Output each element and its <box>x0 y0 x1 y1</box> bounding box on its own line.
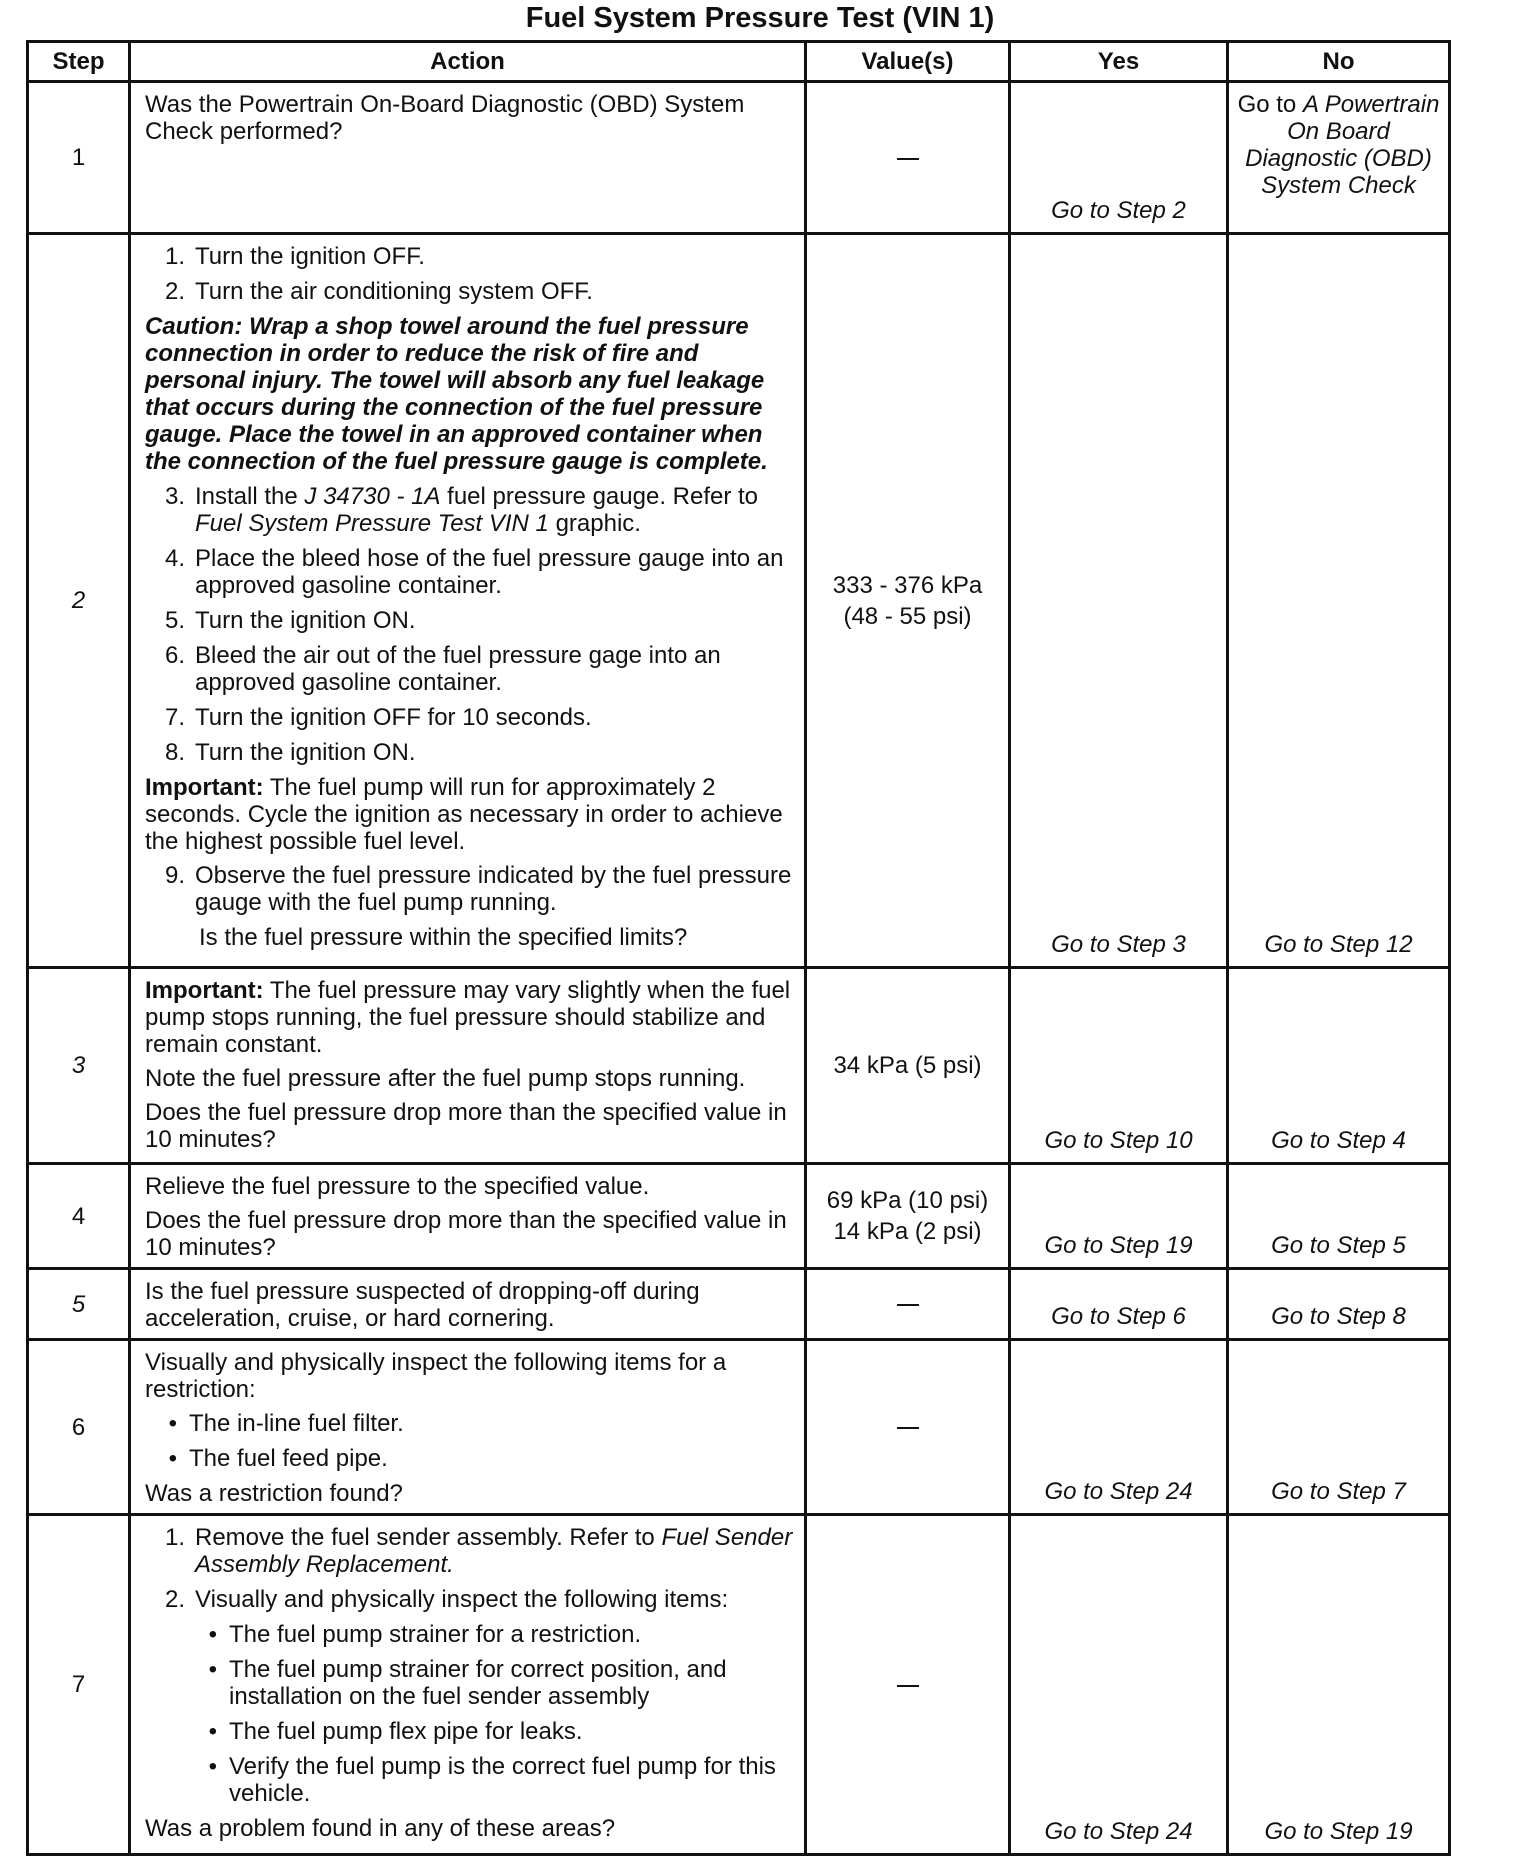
value-cell <box>806 234 1010 968</box>
reference-link: Fuel Sender Assembly Replacement. <box>195 1524 793 1578</box>
action-question: Is the fuel pressure within the specified limits? <box>199 924 688 951</box>
yes-cell <box>1010 234 1228 968</box>
numbered-step: 1. Remove the fuel sender assembly. Refer to Fuel Sender Assembly Replacement. <box>164 1524 793 1578</box>
yes-goto: Go to Step 24 <box>1044 1818 1193 1845</box>
value-cell <box>806 1164 1010 1269</box>
bullet-item: • Verify the fuel pump is the correct fuel pump for this vehicle. <box>208 1753 776 1807</box>
table-row <box>28 968 1450 1164</box>
table-row <box>28 1515 1450 1855</box>
value-line: (48 - 55 psi) <box>843 602 972 630</box>
yes-cell <box>1010 82 1228 234</box>
header-yes: Yes <box>1010 42 1228 82</box>
step-number: 7 <box>28 1515 130 1855</box>
dash-mark <box>897 158 919 160</box>
bullet-item: • The fuel pump strainer for a restriction. <box>208 1621 642 1648</box>
action-question: Was a restriction found? <box>145 1480 403 1507</box>
no-goto: Go to Step 8 <box>1271 1303 1406 1330</box>
header-step: Step <box>28 42 130 82</box>
action-intro: Visually and physically inspect the following items for a restriction: <box>145 1349 727 1403</box>
numbered-step: 8. Turn the ignition ON. <box>164 739 416 766</box>
table-header-row <box>28 42 1450 82</box>
action-question: Does the fuel pressure drop more than the specified value in 10 minutes? <box>145 1099 787 1153</box>
step-number: 3 <box>28 968 130 1164</box>
step-number: 2 <box>28 234 130 968</box>
yes-goto: Go to Step 2 <box>1051 197 1186 224</box>
bullet-item: • The in-line fuel filter. <box>168 1410 404 1437</box>
no-goto: Go to Step 12 <box>1264 931 1413 958</box>
value-cell <box>806 1515 1010 1855</box>
value-line: 333 - 376 kPa <box>832 571 983 599</box>
no-goto: Go to Step 4 <box>1271 1127 1406 1154</box>
no-goto: Go to Step 19 <box>1264 1818 1413 1845</box>
numbered-step: 5. Turn the ignition ON. <box>164 607 416 634</box>
reference-link: Fuel System Pressure Test VIN 1 <box>195 510 549 537</box>
no-cell <box>1228 1515 1450 1855</box>
step-number: 4 <box>28 1164 130 1269</box>
value-cell <box>806 1269 1010 1340</box>
action-cell <box>130 1164 806 1269</box>
action-question: Was a problem found in any of these areas? <box>145 1815 616 1842</box>
yes-cell <box>1010 1269 1228 1340</box>
no-cell <box>1228 234 1450 968</box>
yes-cell <box>1010 968 1228 1164</box>
important-note: Important: The fuel pressure may vary slightly when the fuel pump stops running, the fuel pressure should stabilize and remain constant. <box>145 977 791 1058</box>
numbered-step: 4. Place the bleed hose of the fuel pressure gauge into an approved gasoline container. <box>164 545 784 599</box>
value-cell <box>806 1340 1010 1515</box>
header-values: Value(s) <box>806 42 1010 82</box>
no-cell <box>1228 1340 1450 1515</box>
no-cell <box>1228 82 1450 234</box>
caution-text: Caution: Wrap a shop towel around the fuel pressure connection in order to reduce the risk of fire and personal injury. The towel will absorb any fuel leakage that occurs during the connection of the fuel pressure gauge. Place the towel in an approved container when the connection of the fuel pressure gauge is complete. <box>145 313 768 475</box>
table-row <box>28 1340 1450 1515</box>
bullet-item: • The fuel feed pipe. <box>168 1445 388 1472</box>
no-cell <box>1228 1164 1450 1269</box>
numbered-step: 3. Install the J 34730 - 1A fuel pressure gauge. Refer to Fuel System Pressure Test VIN 1 graphic. <box>164 483 759 537</box>
action-question: Is the fuel pressure suspected of dropping-off during acceleration, cruise, or hard cornering. <box>145 1278 700 1332</box>
numbered-step: 6. Bleed the air out of the fuel pressure gage into an approved gasoline container. <box>164 642 721 696</box>
table-row <box>28 1269 1450 1340</box>
action-cell <box>130 1340 806 1515</box>
step-number: 5 <box>28 1269 130 1340</box>
no-cell <box>1228 968 1450 1164</box>
dash-mark <box>897 1427 919 1429</box>
action-question: Was the Powertrain On-Board Diagnostic (OBD) System Check performed? <box>145 91 745 145</box>
no-goto: Go to Step 5 <box>1271 1232 1406 1259</box>
no-cell <box>1228 1269 1450 1340</box>
diagnostic-table <box>26 40 1451 1856</box>
tool-name: J 34730 - 1A <box>304 483 441 510</box>
action-cell <box>130 234 806 968</box>
numbered-step: 2. Turn the air conditioning system OFF. <box>164 278 593 305</box>
step-number: 1 <box>28 82 130 234</box>
yes-cell <box>1010 1515 1228 1855</box>
numbered-step: 7. Turn the ignition OFF for 10 seconds. <box>164 704 592 731</box>
page-title: Fuel System Pressure Test (VIN 1) <box>525 2 995 34</box>
yes-goto: Go to Step 24 <box>1044 1478 1193 1505</box>
bullet-item: • The fuel pump strainer for correct position, and installation on the fuel sender assembly <box>208 1656 727 1710</box>
header-action: Action <box>130 42 806 82</box>
action-cell <box>130 1515 806 1855</box>
important-note: Important: The fuel pump will run for approximately 2 seconds. Cycle the ignition as necessary in order to achieve the highest possible fuel level. <box>145 774 783 855</box>
numbered-step: 1. Turn the ignition OFF. <box>164 243 425 270</box>
value-text: 34 kPa (5 psi) <box>833 1052 982 1079</box>
yes-goto: Go to Step 6 <box>1051 1303 1186 1330</box>
value-line: 69 kPa (10 psi) <box>826 1187 989 1214</box>
action-cell <box>130 968 806 1164</box>
step-number: 6 <box>28 1340 130 1515</box>
table-row <box>28 82 1450 234</box>
action-instruction: Relieve the fuel pressure to the specified value. <box>145 1173 650 1200</box>
yes-goto: Go to Step 19 <box>1044 1232 1193 1259</box>
value-cell <box>806 968 1010 1164</box>
value-line: 14 kPa (2 psi) <box>833 1218 982 1245</box>
numbered-step: 2. Visually and physically inspect the following items: <box>164 1586 729 1613</box>
bullet-item: • The fuel pump flex pipe for leaks. <box>208 1718 583 1745</box>
no-goto-link: A Powertrain On Board Diagnostic (OBD) System Check <box>1245 91 1440 199</box>
action-note: Note the fuel pressure after the fuel pump stops running. <box>145 1065 746 1092</box>
action-cell <box>130 1269 806 1340</box>
action-cell <box>130 82 806 234</box>
dash-mark <box>897 1685 919 1687</box>
numbered-step: 9. Observe the fuel pressure indicated by the fuel pressure gauge with the fuel pump running. <box>164 862 792 916</box>
no-goto: Go to Step 7 <box>1271 1478 1406 1505</box>
dash-mark <box>897 1304 919 1306</box>
yes-cell <box>1010 1164 1228 1269</box>
header-no: No <box>1228 42 1450 82</box>
yes-goto: Go to Step 3 <box>1051 931 1186 958</box>
value-cell <box>806 82 1010 234</box>
action-question: Does the fuel pressure drop more than the specified value in 10 minutes? <box>145 1207 787 1261</box>
table-row <box>28 1164 1450 1269</box>
yes-goto: Go to Step 10 <box>1044 1127 1193 1154</box>
no-goto-prefix: Go to <box>1237 91 1303 118</box>
yes-cell <box>1010 1340 1228 1515</box>
table-row <box>28 234 1450 968</box>
